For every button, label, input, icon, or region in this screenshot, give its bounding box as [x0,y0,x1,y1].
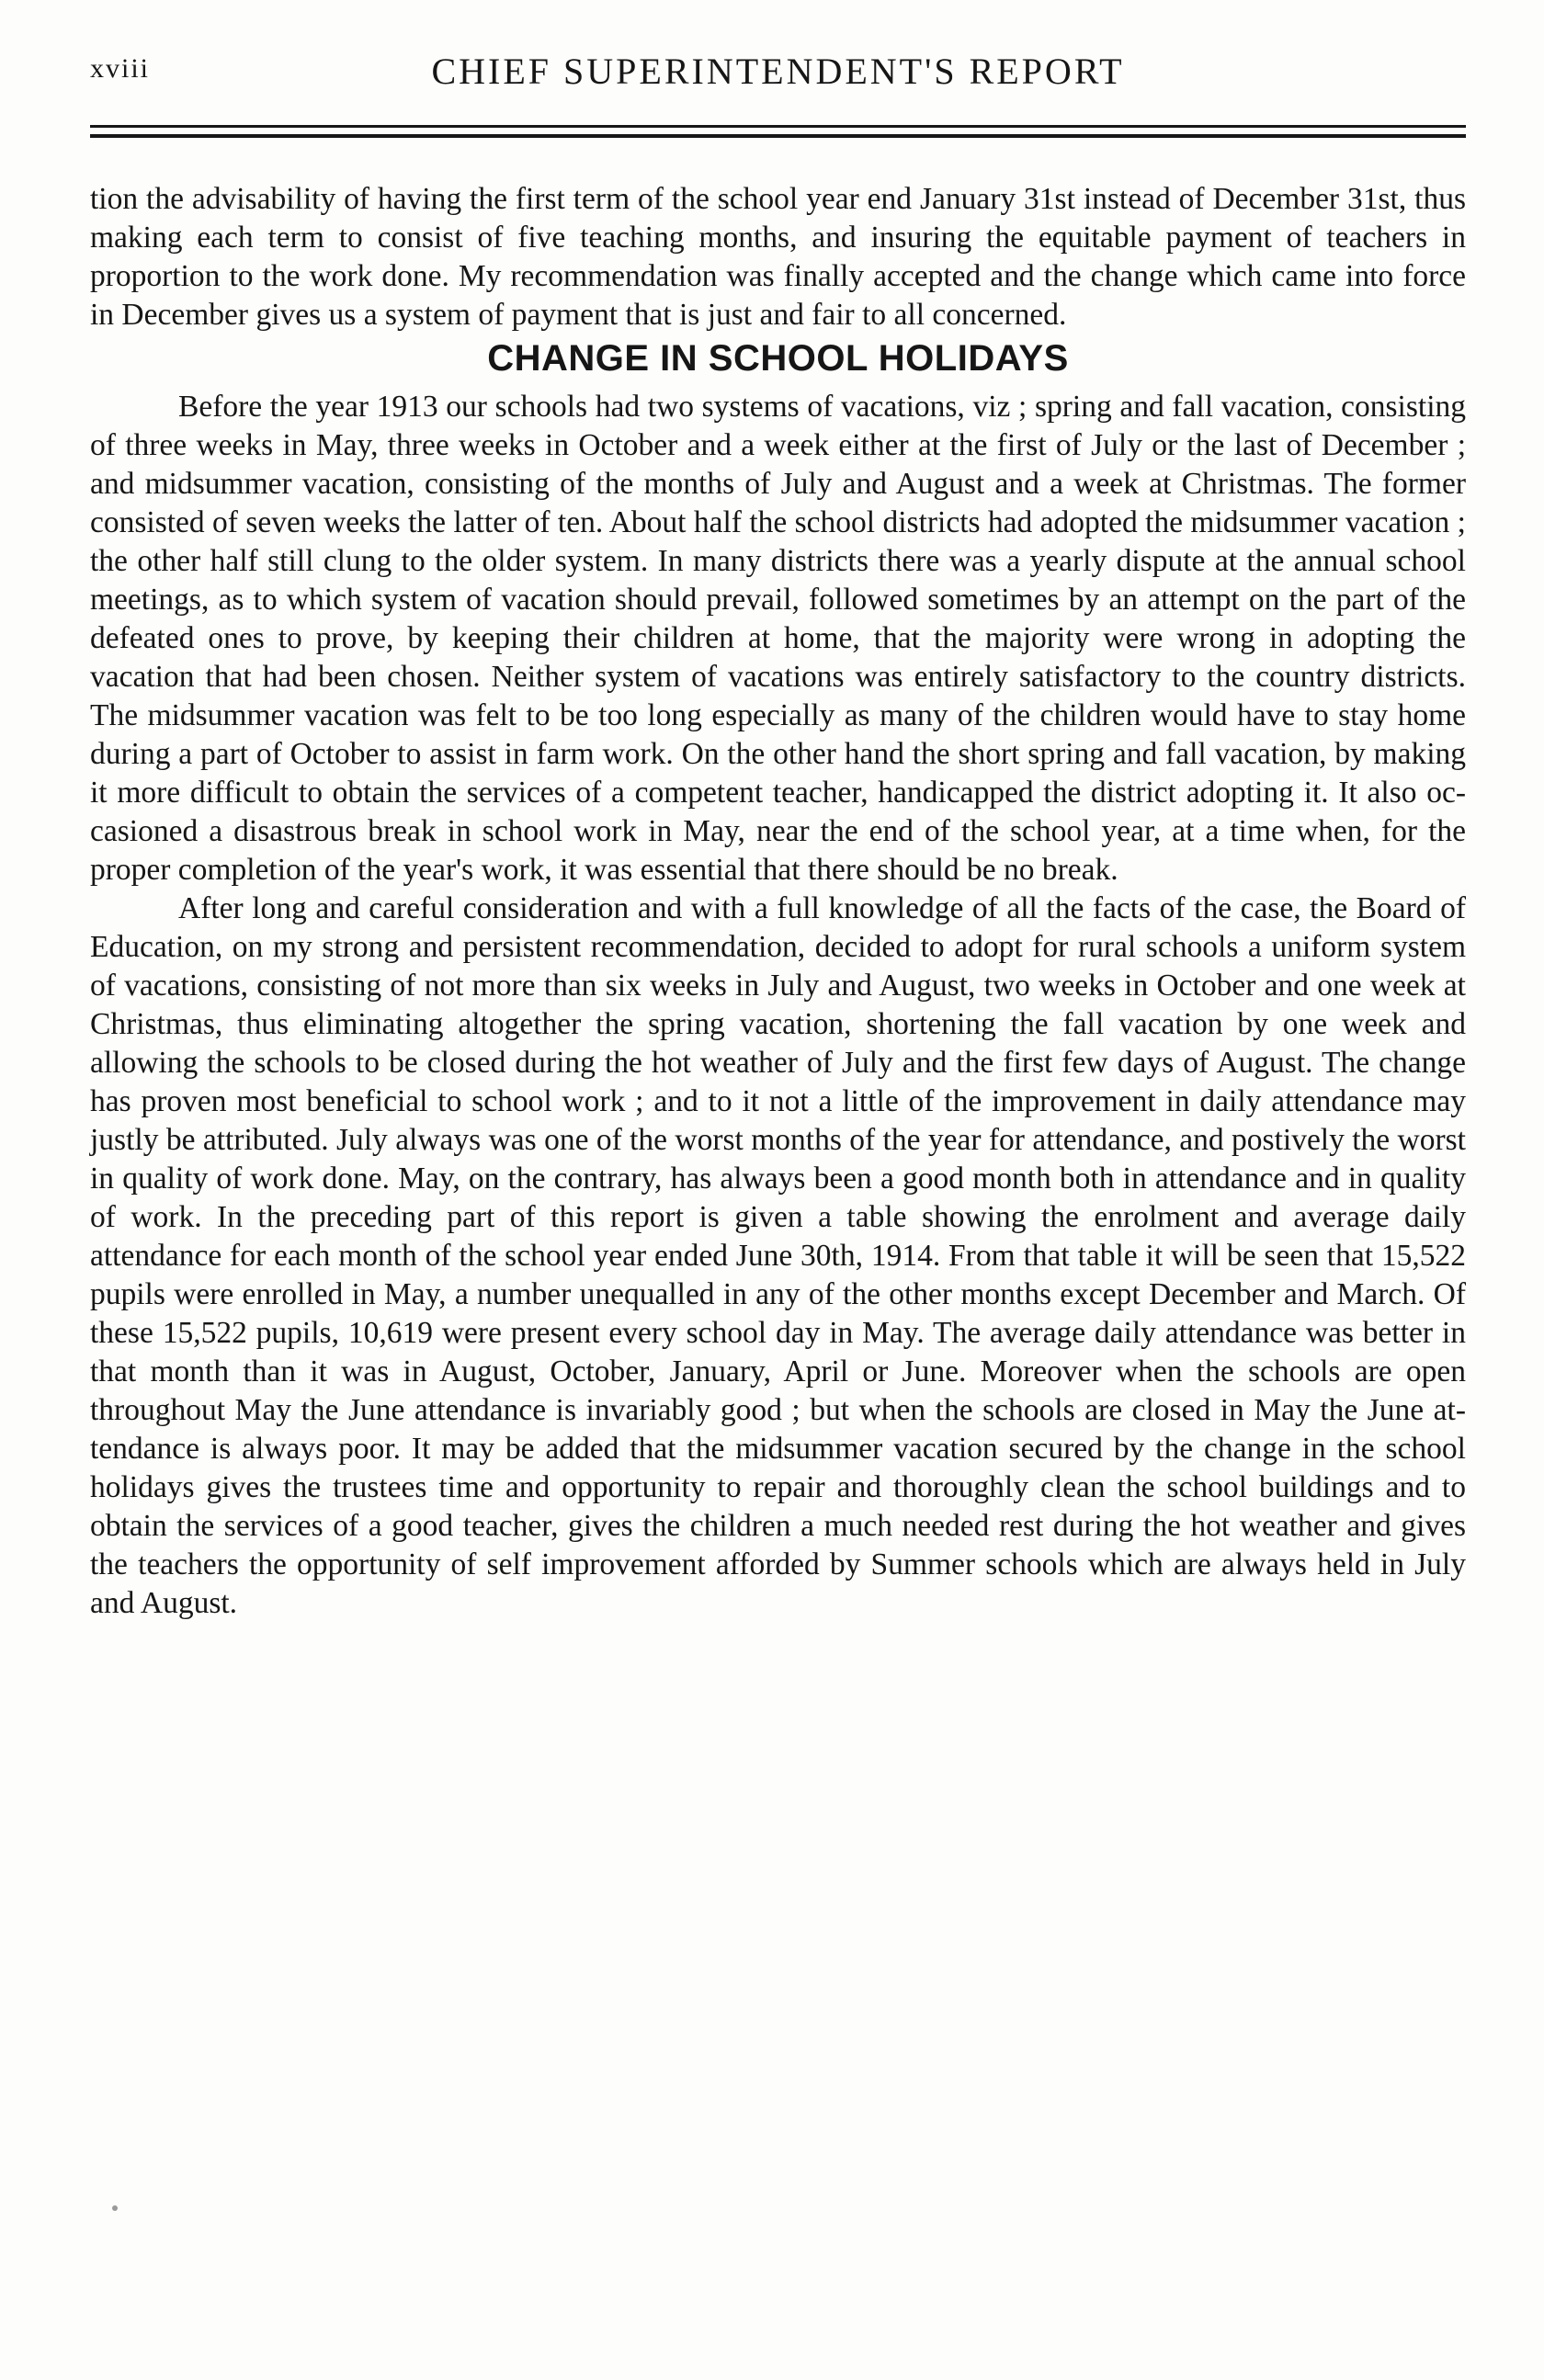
page-header [90,44,1466,99]
paragraph-uniform-system: After long and careful consideration and with a full knowledge of all the facts of the case, the Board of Education, on my strong and persistent recommendation, decided to adopt for rural schools a uniform system of vacations, consisting of not more than six weeks in July and August, two weeks in October and one week at Christmas, thus eliminating altogether the spring vacation, shortening the fall vacation by one week and allowing the schools to be closed during the hot weather of July and the first few days of August. The change has proven most beneficial to school work ; and to it not a little of the improvement in daily attendance may justly be attributed. July always was one of the worst months of the year for attendance, and postively the worst in quality of work done. May, on the contrary, has always been a good month both in attendance and in quality of work. In the preceding part of this report is given a table showing the enrolment and average daily attendance for each month of the school year ended June 30th, 1914. From that table it will be seen that 15,522 pupils were enrolled in May, a number unequalled in any of the other months except December and March. Of these 15,522 pupils, 10,619 were present every school day in May. The average daily attendance was better in that month than it was in August, October, January, April or June. Moreover when the schools are open throughout May the June attendance is invariably good ; but when the schools are closed in May the June attendance is always poor. It may be added that the midsummer vacation secured by the change in the school holidays gives the trustees time and opportunity to repair and thoroughly clean the school buildings and to obtain the services of a good teacher, gives the children a much needed rest during the hot weather and gives the teachers the opportunity of self improvement afforded by Summer schools which are always held in July and August. [90,891,1466,1620]
intro-paragraph: tion the advisability of having the first term of the school year end January 31st instead of December 31st, thus making each term to consist of five teaching months, and insuring the equitable payment of teachers in proportion to the work done. My recommendation was finally accepted and the change which came into force in December gives us a system of payment that is just and fair to all concerned. [90,182,1466,332]
paper-speck [112,2205,118,2211]
header-rule-thin [90,125,1466,128]
page-number: xviii [90,53,151,84]
section-heading: CHANGE IN SCHOOL HOLIDAYS [487,338,1069,379]
body-text [90,180,1466,1623]
paragraph-vacation-systems: Before the year 1913 our schools had two systems of vacations, viz ; spring and fall vacation, consisting of three weeks in May, three weeks in October and a week either at the first of July or the last of December ; and midsummer vacation, consisting of the months of July and August and a week at Christmas. The former consisted of seven weeks the latter of ten. About half the school districts had adopted the midsummer vacation ; the other half still clung to the older system. In many districts there was a yearly dispute at the annual school meetings, as to which system of vacation should prevail, followed sometimes by an attempt on the part of the defeated ones to prove, by keeping their children at home, that the majority were wrong in adopting the vacation that had been chosen. Neither system of vacations was entirely satisfactory to the country districts. The midsummer vacation was felt to be too long especially as many of the children would have to stay home during a part of October to assist in farm work. On the other hand the short spring and fall vacation, by making it more difficult to obtain the services of a competent teacher, handicapped the district adopting it. It also occasioned a disastrous break in school work in May, near the end of the school year, at a time when, for the proper completion of the year's work, it was essential that there should be no break. [90,390,1466,887]
running-head: CHIEF SUPERINTENDENT'S REPORT [431,51,1125,92]
header-rule-thick [90,134,1466,138]
